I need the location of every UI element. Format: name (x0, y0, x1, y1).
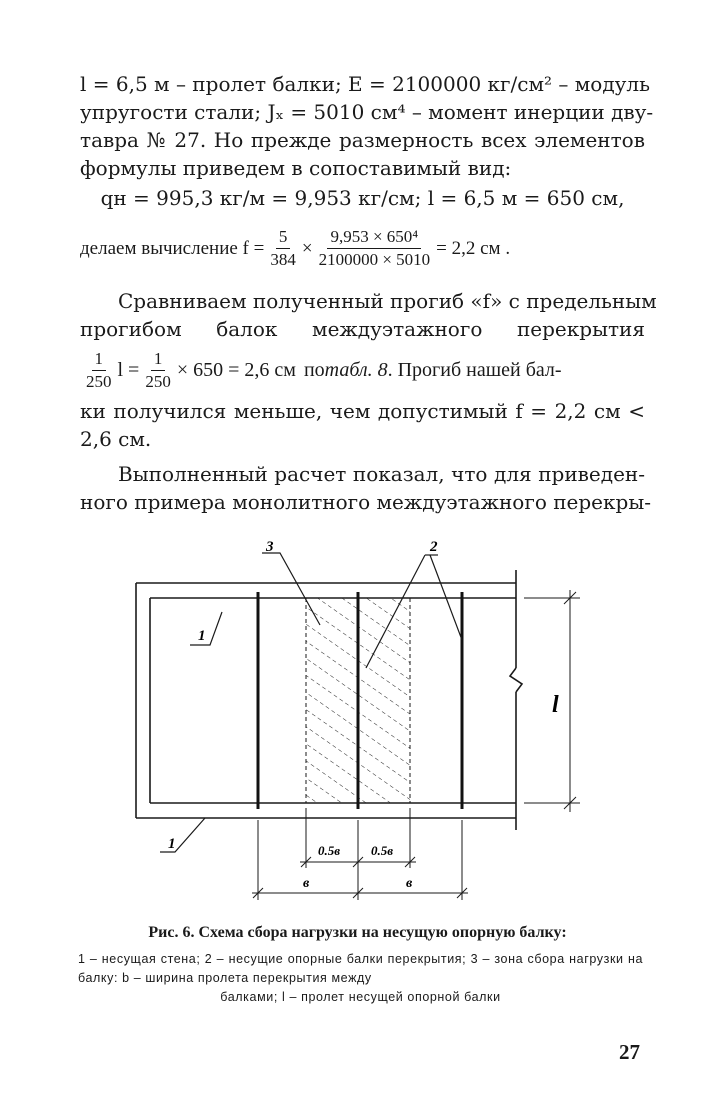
caption-text-last: балками; l – пролет несущей опорной балки (220, 990, 501, 1004)
label-2: 2 (430, 539, 438, 555)
fraction-denominator: 250 (86, 371, 112, 391)
text-after-lead: по (303, 359, 325, 381)
times-sign: × (301, 237, 313, 259)
fraction-denominator: 250 (145, 371, 171, 391)
text-line: ного примера монолитного междуэтажного перекры- (80, 490, 651, 514)
dimension-b (252, 808, 468, 900)
text-after-tail: . Прогиб нашей бал- (387, 359, 562, 381)
formula-lead: делаем вычисление f = (80, 237, 265, 259)
dim-half-right: 0.5в (371, 843, 394, 858)
dim-half-left: 0.5в (318, 843, 341, 858)
fraction-numerator: 5 (276, 226, 291, 249)
text-line: ки получился меньше, чем допустимый f = 2,2 см < (80, 399, 645, 423)
text-line: прогибом балок междуэтажного перекрытия (80, 317, 645, 341)
formula-calc: × 650 = 2,6 см (176, 359, 296, 381)
text-line: тавра № 27. Но прежде размерность всех элементов (80, 128, 645, 152)
page-number: 27 (619, 1040, 640, 1064)
formula-mid: l = (117, 359, 140, 381)
fraction-denominator: 2100000 × 5010 (318, 250, 431, 269)
formula-text: qн = 995,3 кг/м = 9,953 кг/см; l = 6,5 м = 650 см, (100, 186, 625, 210)
fraction-numerator: 1 (151, 348, 166, 371)
table-reference: табл. 8 (324, 359, 388, 381)
figure-caption-body (78, 950, 643, 1007)
fraction-denominator: 384 (270, 250, 296, 269)
label-1-bottom: 1 (168, 836, 176, 852)
fraction-numerator: 9,953 × 650⁴ (327, 226, 421, 249)
dim-span-right: в (406, 876, 413, 891)
caption-text: 1 – несущая стена; 2 – несущие опорные балки перекрытия; 3 – зона сбора нагрузки на балку: b – ширина пролета перекрытия между (78, 952, 643, 985)
label-1-top: 1 (198, 628, 206, 644)
label-l: l (552, 692, 559, 718)
text-line: упругости стали; Jₓ = 5010 см⁴ – момент инерции дву- (80, 100, 654, 124)
text-line: 2,6 см. (80, 427, 152, 451)
dim-span-left: в (303, 876, 310, 891)
label-3: 3 (266, 539, 274, 555)
text-line: формулы приведем в сопоставимый вид: (80, 156, 512, 180)
formula-result: = 2,2 см . (436, 237, 511, 259)
text-line: Сравниваем полученный прогиб «f» с предельным (118, 289, 657, 313)
text-line: Выполненный расчет показал, что для приведен- (118, 462, 645, 486)
text-line: l = 6,5 м – пролет балки; E = 2100000 кг/см² – модуль (80, 72, 651, 96)
figure-caption-title: Рис. 6. Схема сбора нагрузки на несущую опорную балку: (148, 924, 567, 941)
fraction-numerator: 1 (92, 348, 107, 371)
